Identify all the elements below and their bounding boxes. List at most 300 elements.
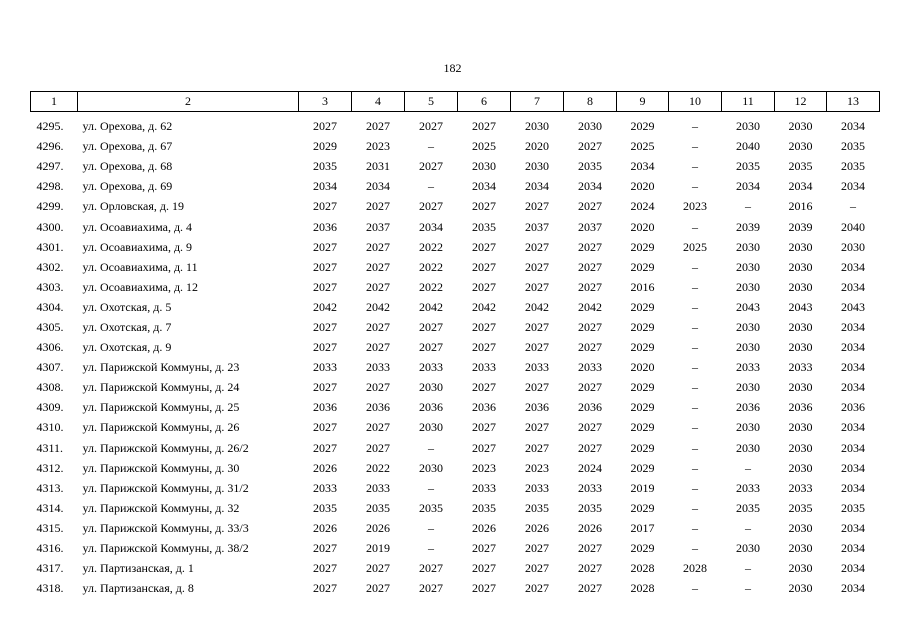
year-cell-col-9: 2034 — [630, 159, 655, 174]
year-cell-col-12: 2030 — [788, 119, 813, 134]
year-cell-col-11: 2030 — [736, 239, 760, 254]
table-row — [31, 498, 880, 518]
year-cell-col-3: 2026 — [313, 460, 337, 475]
row-number-cell: 4313. — [36, 480, 64, 495]
year-cell-col-10: – — [692, 299, 698, 314]
year-cell-col-3: 2036 — [313, 400, 337, 415]
year-cell-col-11: 2030 — [736, 319, 760, 334]
year-cell-col-10: – — [692, 581, 698, 596]
year-cell-col-4: 2037 — [366, 219, 390, 234]
year-cell-col-9: 2016 — [630, 279, 655, 294]
row-number-cell: 4306. — [36, 340, 64, 355]
row-number-cell: 4312. — [36, 460, 64, 475]
year-cell-col-9: 2025 — [630, 139, 655, 154]
address-cell: ул. Орехова, д. 68 — [82, 159, 173, 174]
table-row — [31, 518, 880, 538]
year-cell-col-11: 2030 — [736, 420, 760, 435]
year-cell-col-13: 2034 — [841, 279, 865, 294]
row-number-cell: 4297. — [36, 159, 64, 174]
year-cell-col-3: 2027 — [313, 340, 337, 355]
year-cell-col-5: – — [428, 440, 434, 455]
table-row — [31, 237, 880, 257]
year-cell-col-6: 2027 — [472, 581, 496, 596]
year-cell-col-3: 2027 — [313, 259, 337, 274]
column-header-7: 7 — [511, 92, 564, 112]
address-cell: ул. Осоавиахима, д. 12 — [82, 279, 199, 294]
year-cell-col-12: 2035 — [788, 500, 813, 515]
year-cell-col-10: – — [692, 340, 698, 355]
year-cell-col-11: 2030 — [736, 440, 760, 455]
year-cell-col-5: 2027 — [419, 340, 443, 355]
year-cell-col-4: 2031 — [366, 159, 390, 174]
year-cell-col-5: 2022 — [419, 239, 443, 254]
year-cell-col-10: – — [692, 500, 698, 515]
address-cell: ул. Охотская, д. 5 — [82, 299, 172, 314]
address-cell: ул. Осоавиахима, д. 4 — [82, 219, 193, 234]
year-cell-col-10: 2023 — [683, 199, 707, 214]
year-cell-col-12: 2030 — [788, 340, 813, 355]
year-cell-col-10: 2028 — [683, 561, 707, 576]
column-header-10: 10 — [669, 92, 722, 112]
column-header-12: 12 — [775, 92, 827, 112]
year-cell-col-13: 2034 — [841, 460, 865, 475]
year-cell-col-10: – — [692, 400, 698, 415]
year-cell-col-7: 2027 — [525, 319, 549, 334]
table-row — [31, 558, 880, 578]
address-cell: ул. Орехова, д. 69 — [82, 179, 173, 194]
year-cell-col-6: 2027 — [472, 239, 496, 254]
year-cell-col-4: 2036 — [366, 400, 390, 415]
year-cell-col-5: 2033 — [419, 360, 443, 375]
row-number-cell: 4296. — [36, 139, 64, 154]
year-cell-col-8: 2027 — [578, 279, 602, 294]
address-cell: ул. Охотская, д. 9 — [82, 340, 172, 355]
column-header-1: 1 — [31, 92, 78, 112]
year-cell-col-11: 2033 — [736, 360, 760, 375]
year-cell-col-6: 2027 — [472, 380, 496, 395]
column-header-11: 11 — [722, 92, 775, 112]
year-cell-col-3: 2027 — [313, 561, 337, 576]
year-cell-col-11: 2033 — [736, 480, 760, 495]
year-cell-col-10: 2025 — [683, 239, 707, 254]
year-cell-col-8: 2027 — [578, 440, 602, 455]
year-cell-col-6: 2033 — [472, 480, 496, 495]
address-cell: ул. Парижской Коммуны, д. 26 — [82, 420, 240, 435]
year-cell-col-9: 2029 — [630, 460, 655, 475]
column-header-6: 6 — [458, 92, 511, 112]
year-cell-col-11: 2035 — [736, 500, 760, 515]
year-cell-col-9: 2028 — [630, 561, 655, 576]
year-cell-col-5: – — [428, 179, 434, 194]
row-number-cell: 4314. — [36, 500, 64, 515]
year-cell-col-13: 2034 — [841, 360, 865, 375]
column-header-3: 3 — [299, 92, 352, 112]
year-cell-col-4: 2034 — [366, 179, 390, 194]
year-cell-col-13: 2034 — [841, 259, 865, 274]
year-cell-col-11: 2030 — [736, 340, 760, 355]
year-cell-col-5: 2030 — [419, 420, 443, 435]
year-cell-col-13: 2034 — [841, 561, 865, 576]
year-cell-col-6: 2027 — [472, 420, 496, 435]
year-cell-col-13: 2035 — [841, 500, 865, 515]
year-cell-col-10: – — [692, 541, 698, 556]
year-cell-col-12: 2034 — [788, 179, 813, 194]
year-cell-col-10: – — [692, 480, 698, 495]
year-cell-col-13: 2034 — [841, 541, 865, 556]
year-cell-col-4: 2027 — [366, 440, 390, 455]
address-cell: ул. Орловская, д. 19 — [82, 199, 184, 214]
row-number-cell: 4299. — [36, 199, 64, 214]
year-cell-col-11: 2034 — [736, 179, 760, 194]
year-cell-col-13: 2034 — [841, 480, 865, 495]
table-row — [31, 357, 880, 377]
year-cell-col-7: 2037 — [525, 219, 549, 234]
year-cell-col-11: – — [745, 520, 751, 535]
year-cell-col-3: 2034 — [313, 179, 337, 194]
year-cell-col-9: 2029 — [630, 420, 655, 435]
year-cell-col-8: 2027 — [578, 340, 602, 355]
year-cell-col-4: 2027 — [366, 581, 390, 596]
address-cell: ул. Парижской Коммуны, д. 38/2 — [82, 541, 249, 556]
year-cell-col-7: 2023 — [525, 460, 549, 475]
year-cell-col-6: 2042 — [472, 299, 496, 314]
year-cell-col-13: 2034 — [841, 319, 865, 334]
year-cell-col-7: 2030 — [525, 159, 549, 174]
year-cell-col-6: 2027 — [472, 119, 496, 134]
year-cell-col-5: 2036 — [419, 400, 443, 415]
year-cell-col-3: 2027 — [313, 420, 337, 435]
year-cell-col-13: 2034 — [841, 340, 865, 355]
year-cell-col-11: 2030 — [736, 259, 760, 274]
year-cell-col-5: – — [428, 139, 434, 154]
year-cell-col-4: 2035 — [366, 500, 390, 515]
year-cell-col-11: 2039 — [736, 219, 760, 234]
year-cell-col-3: 2027 — [313, 541, 337, 556]
year-cell-col-8: 2033 — [578, 480, 602, 495]
year-cell-col-8: 2035 — [578, 159, 602, 174]
table-row — [31, 458, 880, 478]
year-cell-col-10: – — [692, 520, 698, 535]
table-row — [31, 257, 880, 277]
year-cell-col-5: 2030 — [419, 380, 443, 395]
year-cell-col-4: 2033 — [366, 360, 390, 375]
year-cell-col-12: 2036 — [788, 400, 813, 415]
year-cell-col-5: 2027 — [419, 119, 443, 134]
address-cell: ул. Парижской Коммуны, д. 31/2 — [82, 480, 249, 495]
table-row — [31, 136, 880, 156]
year-cell-col-12: 2033 — [788, 360, 813, 375]
year-cell-col-12: 2016 — [788, 199, 813, 214]
year-cell-col-9: 2020 — [630, 360, 655, 375]
table-row — [31, 176, 880, 196]
year-cell-col-5: 2035 — [419, 500, 443, 515]
year-cell-col-7: 2027 — [525, 199, 549, 214]
year-cell-col-3: 2036 — [313, 219, 337, 234]
year-cell-col-5: 2022 — [419, 279, 443, 294]
column-header-9: 9 — [617, 92, 669, 112]
year-cell-col-9: 2029 — [630, 500, 655, 515]
table-row — [31, 397, 880, 417]
column-header-4: 4 — [352, 92, 405, 112]
year-cell-col-8: 2027 — [578, 319, 602, 334]
year-cell-col-9: 2029 — [630, 299, 655, 314]
year-cell-col-4: 2019 — [366, 541, 390, 556]
address-cell: ул. Осоавиахима, д. 11 — [82, 259, 198, 274]
row-number-cell: 4304. — [36, 299, 64, 314]
address-cell: ул. Парижской Коммуны, д. 23 — [82, 360, 240, 375]
year-cell-col-3: 2027 — [313, 319, 337, 334]
year-cell-col-3: 2027 — [313, 440, 337, 455]
year-cell-col-5: – — [428, 541, 434, 556]
row-number-cell: 4308. — [36, 380, 64, 395]
year-cell-col-8: 2024 — [578, 460, 602, 475]
year-cell-col-12: 2039 — [788, 219, 813, 234]
year-cell-col-9: 2029 — [630, 319, 655, 334]
year-cell-col-12: 2035 — [788, 159, 813, 174]
table-row — [31, 337, 880, 357]
year-cell-col-11: – — [745, 460, 751, 475]
year-cell-col-6: 2027 — [472, 340, 496, 355]
address-cell: ул. Парижской Коммуны, д. 25 — [82, 400, 240, 415]
table-row — [31, 538, 880, 558]
year-cell-col-9: 2020 — [630, 219, 655, 234]
year-cell-col-4: 2027 — [366, 319, 390, 334]
table-row — [31, 317, 880, 337]
year-cell-col-3: 2026 — [313, 520, 337, 535]
year-cell-col-7: 2033 — [525, 480, 549, 495]
year-cell-col-4: 2022 — [366, 460, 390, 475]
table-row — [31, 112, 880, 137]
year-cell-col-7: 2030 — [525, 119, 549, 134]
year-cell-col-9: 2017 — [630, 520, 655, 535]
year-cell-col-6: 2027 — [472, 541, 496, 556]
year-cell-col-5: – — [428, 520, 434, 535]
year-cell-col-13: 2040 — [841, 219, 865, 234]
year-cell-col-6: 2027 — [472, 440, 496, 455]
table-body — [31, 112, 880, 599]
table-row — [31, 478, 880, 498]
row-number-cell: 4301. — [36, 239, 64, 254]
year-cell-col-6: 2026 — [472, 520, 496, 535]
year-cell-col-11: 2036 — [736, 400, 760, 415]
column-header-5: 5 — [405, 92, 458, 112]
year-cell-col-7: 2020 — [525, 139, 549, 154]
table-row — [31, 297, 880, 317]
year-cell-col-10: – — [692, 319, 698, 334]
year-cell-col-6: 2035 — [472, 500, 496, 515]
table-row — [31, 196, 880, 216]
year-cell-col-3: 2027 — [313, 199, 337, 214]
year-cell-col-4: 2042 — [366, 299, 390, 314]
year-cell-col-4: 2027 — [366, 340, 390, 355]
year-cell-col-12: 2030 — [788, 319, 813, 334]
year-cell-col-4: 2027 — [366, 279, 390, 294]
year-cell-col-10: – — [692, 139, 698, 154]
year-cell-col-8: 2027 — [578, 581, 602, 596]
year-cell-col-6: 2033 — [472, 360, 496, 375]
year-cell-col-11: 2040 — [736, 139, 760, 154]
row-number-cell: 4307. — [36, 360, 64, 375]
year-cell-col-9: 2029 — [630, 400, 655, 415]
year-cell-col-11: 2030 — [736, 119, 760, 134]
year-cell-col-7: 2036 — [525, 400, 549, 415]
table-row — [31, 216, 880, 236]
row-number-cell: 4318. — [36, 581, 64, 596]
year-cell-col-6: 2030 — [472, 159, 496, 174]
column-header-13: 13 — [827, 92, 880, 112]
year-cell-col-11: 2043 — [736, 299, 760, 314]
year-cell-col-4: 2027 — [366, 259, 390, 274]
year-cell-col-12: 2030 — [788, 561, 813, 576]
year-cell-col-8: 2037 — [578, 219, 602, 234]
year-cell-col-12: 2030 — [788, 279, 813, 294]
address-cell: ул. Парижской Коммуны, д. 30 — [82, 460, 240, 475]
year-cell-col-6: 2027 — [472, 199, 496, 214]
address-cell: ул. Орехова, д. 62 — [82, 119, 173, 134]
year-cell-col-10: – — [692, 279, 698, 294]
year-cell-col-5: – — [428, 480, 434, 495]
row-number-cell: 4316. — [36, 541, 64, 556]
year-cell-col-8: 2027 — [578, 239, 602, 254]
year-cell-col-7: 2027 — [525, 380, 549, 395]
year-cell-col-12: 2043 — [788, 299, 813, 314]
year-cell-col-10: – — [692, 460, 698, 475]
year-cell-col-5: 2027 — [419, 319, 443, 334]
year-cell-col-4: 2026 — [366, 520, 390, 535]
year-cell-col-10: – — [692, 380, 698, 395]
year-cell-col-13: 2034 — [841, 581, 865, 596]
year-cell-col-9: 2029 — [630, 440, 655, 455]
year-cell-col-8: 2027 — [578, 139, 602, 154]
year-cell-col-7: 2042 — [525, 299, 549, 314]
year-cell-col-11: – — [745, 199, 751, 214]
year-cell-col-6: 2027 — [472, 319, 496, 334]
year-cell-col-13: 2043 — [841, 299, 865, 314]
year-cell-col-12: 2030 — [788, 460, 813, 475]
year-cell-col-8: 2027 — [578, 259, 602, 274]
row-number-cell: 4305. — [36, 319, 64, 334]
year-cell-col-7: 2027 — [525, 259, 549, 274]
year-cell-col-11: 2030 — [736, 541, 760, 556]
year-cell-col-10: – — [692, 179, 698, 194]
year-cell-col-4: 2027 — [366, 119, 390, 134]
year-cell-col-3: 2027 — [313, 581, 337, 596]
year-cell-col-13: 2036 — [841, 400, 865, 415]
year-cell-col-10: – — [692, 259, 698, 274]
year-cell-col-11: 2035 — [736, 159, 760, 174]
address-cell: ул. Осоавиахима, д. 9 — [82, 239, 193, 254]
year-cell-col-11: – — [745, 581, 751, 596]
year-cell-col-13: 2034 — [841, 119, 865, 134]
year-cell-col-7: 2027 — [525, 420, 549, 435]
year-cell-col-8: 2027 — [578, 541, 602, 556]
year-cell-col-8: 2027 — [578, 199, 602, 214]
housing-schedule-table — [30, 91, 880, 598]
year-cell-col-5: 2022 — [419, 259, 443, 274]
year-cell-col-7: 2027 — [525, 561, 549, 576]
year-cell-col-8: 2036 — [578, 400, 602, 415]
address-cell: ул. Парижской Коммуны, д. 33/3 — [82, 520, 249, 535]
year-cell-col-7: 2026 — [525, 520, 549, 535]
year-cell-col-3: 2035 — [313, 159, 337, 174]
year-cell-col-13: 2034 — [841, 440, 865, 455]
column-header-8: 8 — [564, 92, 617, 112]
year-cell-col-8: 2026 — [578, 520, 602, 535]
year-cell-col-5: 2034 — [419, 219, 443, 234]
year-cell-col-8: 2034 — [578, 179, 602, 194]
year-cell-col-10: – — [692, 360, 698, 375]
table-row — [31, 417, 880, 437]
year-cell-col-10: – — [692, 440, 698, 455]
year-cell-col-13: 2034 — [841, 179, 865, 194]
row-number-cell: 4300. — [36, 219, 64, 234]
year-cell-col-3: 2029 — [313, 139, 337, 154]
year-cell-col-4: 2027 — [366, 561, 390, 576]
year-cell-col-8: 2027 — [578, 380, 602, 395]
year-cell-col-7: 2033 — [525, 360, 549, 375]
year-cell-col-8: 2033 — [578, 360, 602, 375]
year-cell-col-4: 2023 — [366, 139, 390, 154]
year-cell-col-12: 2030 — [788, 520, 813, 535]
year-cell-col-3: 2042 — [313, 299, 337, 314]
year-cell-col-3: 2033 — [313, 480, 337, 495]
table-row — [31, 277, 880, 297]
year-cell-col-6: 2027 — [472, 259, 496, 274]
year-cell-col-9: 2028 — [630, 581, 655, 596]
year-cell-col-5: 2030 — [419, 460, 443, 475]
year-cell-col-4: 2027 — [366, 420, 390, 435]
year-cell-col-7: 2027 — [525, 581, 549, 596]
year-cell-col-13: 2035 — [841, 139, 865, 154]
year-cell-col-6: 2035 — [472, 219, 496, 234]
year-cell-col-13: 2034 — [841, 520, 865, 535]
year-cell-col-5: 2027 — [419, 561, 443, 576]
table-row — [31, 578, 880, 598]
year-cell-col-11: 2030 — [736, 279, 760, 294]
year-cell-col-3: 2033 — [313, 360, 337, 375]
year-cell-col-4: 2027 — [366, 239, 390, 254]
year-cell-col-3: 2027 — [313, 239, 337, 254]
table-row — [31, 156, 880, 176]
row-number-cell: 4315. — [36, 520, 64, 535]
year-cell-col-13: 2034 — [841, 420, 865, 435]
year-cell-col-12: 2030 — [788, 440, 813, 455]
year-cell-col-12: 2030 — [788, 239, 813, 254]
year-cell-col-12: 2030 — [788, 380, 813, 395]
address-cell: ул. Парижской Коммуны, д. 24 — [82, 380, 240, 395]
year-cell-col-6: 2027 — [472, 561, 496, 576]
address-cell: ул. Партизанская, д. 8 — [82, 581, 194, 596]
year-cell-col-4: 2027 — [366, 380, 390, 395]
year-cell-col-11: – — [745, 561, 751, 576]
year-cell-col-3: 2027 — [313, 119, 337, 134]
column-number-header-row — [31, 92, 880, 112]
year-cell-col-6: 2023 — [472, 460, 496, 475]
year-cell-col-12: 2030 — [788, 420, 813, 435]
year-cell-col-4: 2027 — [366, 199, 390, 214]
year-cell-col-9: 2029 — [630, 340, 655, 355]
row-number-cell: 4295. — [36, 119, 64, 134]
year-cell-col-13: 2034 — [841, 380, 865, 395]
year-cell-col-9: 2019 — [630, 480, 655, 495]
row-number-cell: 4317. — [36, 561, 64, 576]
year-cell-col-8: 2035 — [578, 500, 602, 515]
year-cell-col-12: 2030 — [788, 259, 813, 274]
year-cell-col-8: 2027 — [578, 420, 602, 435]
table-row — [31, 438, 880, 458]
address-cell: ул. Охотская, д. 7 — [82, 319, 172, 334]
year-cell-col-8: 2027 — [578, 561, 602, 576]
